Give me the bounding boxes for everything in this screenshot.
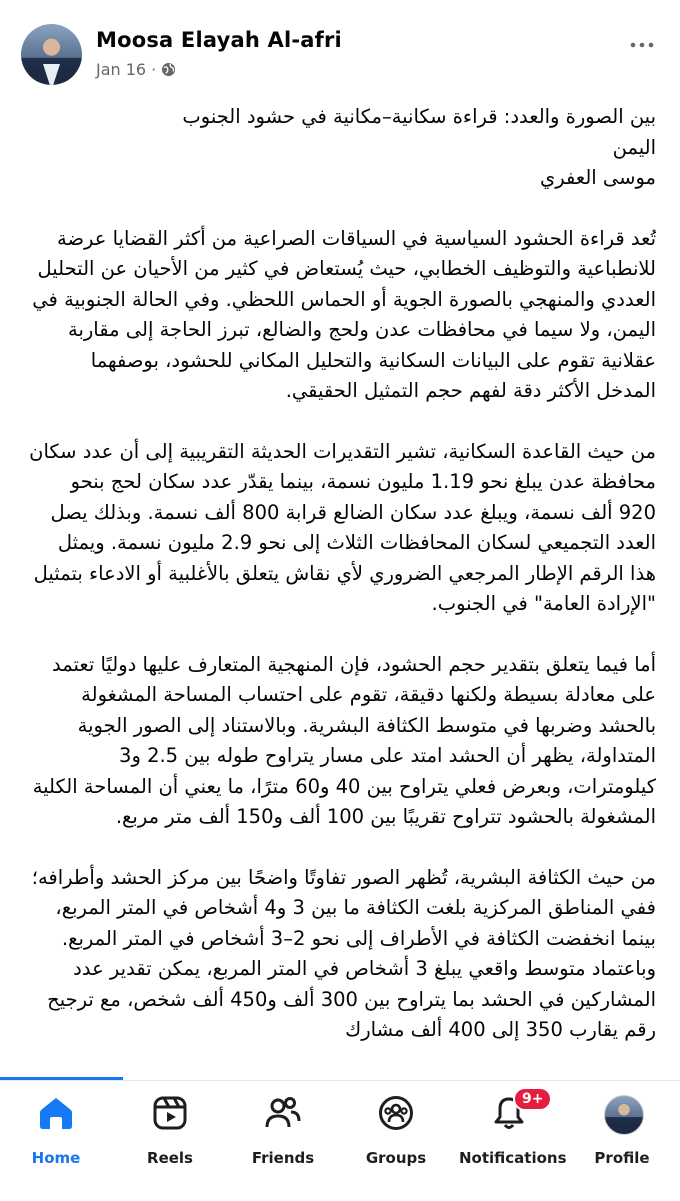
tab-reels-label: Reels: [147, 1149, 193, 1167]
tab-groups-label: Groups: [365, 1149, 427, 1167]
post-paragraph: من حيث القاعدة السكانية، تشير التقديرات الحديثة التقريبية إلى أن عدد سكان محافظة عدن يبلغ نحو 1.19 مليون نسمة، بينما يقدّر عدد سكان لحج بنحو 920 ألف نسمة، ويبلغ عدد سكان الضالع قرابة 800 ألف نسمة. وبذلك يصل العدد التجميعي لسكان المحافظات الثلاث إلى نحو 2.9 مليون نسمة. ويمثل هذا الرقم الإطار المرجعي الضروري لأي نقاش يتعلق بالأغلبية أو الادعاء بتمثيل "الإرادة العامة" في الجنوب.: [29, 439, 656, 615]
globe-icon: [161, 62, 176, 77]
post-title-continuation: اليمن: [612, 135, 656, 159]
meta-separator: ·: [151, 60, 157, 79]
post-header: [0, 0, 680, 100]
groups-icon: [378, 1095, 414, 1131]
more-options-button[interactable]: [630, 30, 654, 54]
author-name[interactable]: Moosa Elayah Al-afri: [96, 28, 342, 52]
tab-notifications[interactable]: [459, 1091, 567, 1167]
tab-profile[interactable]: [572, 1095, 672, 1167]
tab-profile-label: Profile: [594, 1149, 650, 1167]
author-avatar[interactable]: [21, 24, 82, 85]
post-body: [28, 102, 656, 1082]
profile-icon-wrap: [604, 1095, 640, 1131]
tab-friends[interactable]: [233, 1095, 333, 1167]
tab-friends-label: Friends: [251, 1149, 315, 1167]
tab-home-label: Home: [31, 1149, 81, 1167]
tab-groups[interactable]: [346, 1095, 446, 1167]
post-paragraph: من حيث الكثافة البشرية، تُظهر الصور تفاوتًا واضحًا بين مركز الحشد وأطرافه؛ ففي المناطق المركزية بلغت الكثافة ما بين 3 و4 أشخاص في المتر المربع، بينما انخفضت الكثافة في الأطراف إلى نحو 2–3 أشخاص في المتر المربع. وباعتماد متوسط واقعي يبلغ 3 أشخاص في المتر المربع، يمكن تقدير عدد المشاركين في الحشد بما يتراوح بين 300 ألف و450 ألف شخص، مع ترجيح رقم يقارب 350 إلى 400 ألف مشارك: [31, 865, 656, 1041]
reels-icon: [152, 1095, 188, 1131]
friends-icon: [265, 1095, 301, 1131]
profile-avatar: [604, 1095, 644, 1135]
notifications-badge: 9+: [513, 1087, 552, 1111]
tab-reels[interactable]: [120, 1095, 220, 1167]
bottom-tab-bar: [0, 1080, 680, 1201]
home-icon: [38, 1095, 74, 1131]
tab-home[interactable]: [6, 1095, 106, 1167]
post-byline: موسى العفري: [540, 166, 656, 189]
post-meta: [96, 60, 176, 79]
more-horizontal-icon: [630, 41, 654, 49]
post-paragraph: أما فيما يتعلق بتقدير حجم الحشود، فإن المنهجية المتعارف عليها دوليًا تعتمد على معادلة بسيطة ولكنها دقيقة، تقوم على احتساب المساحة المشغولة بالحشد وضربها في متوسط الكثافة البشرية. وبالاستناد إلى الصور الجوية المتداولة، يظهر أن الحشد امتد على مسار يتراوح طوله بين 2.5 و3 كيلومترات، وبعرض فعلي يتراوح بين 40 و60 مترًا، ما يعني أن المساحة الكلية المشغولة بالحشود تتراوح تقريبًا بين 100 ألف و150 ألف متر مربع.: [32, 652, 656, 828]
post-paragraph: تُعد قراءة الحشود السياسية في السياقات الصراعية من أكثر القضايا عرضة للانطباعية والتوظيف الخطابي، حيث يُستعاض في كثير من الأحيان عن التحليل العددي والمنهجي بالصورة الجوية أو الحماس اللحظي. وفي الحالة الجنوبية في اليمن، ولا سيما في محافظات عدن ولحج والضالع، تبرز الحاجة إلى مقاربة عقلانية تقوم على البيانات السكانية والتحليل المكاني للحشود، بوصفهما المدخل الأكثر دقة لفهم حجم التمثيل الحقيقي.: [32, 226, 656, 402]
notifications-icon-wrap: [491, 1091, 544, 1131]
post-title: بين الصورة والعدد: قراءة سكانية–مكانية في حشود الجنوب: [182, 105, 656, 128]
post-date[interactable]: Jan 16: [96, 60, 147, 79]
tab-notifications-label: Notifications: [459, 1149, 567, 1167]
